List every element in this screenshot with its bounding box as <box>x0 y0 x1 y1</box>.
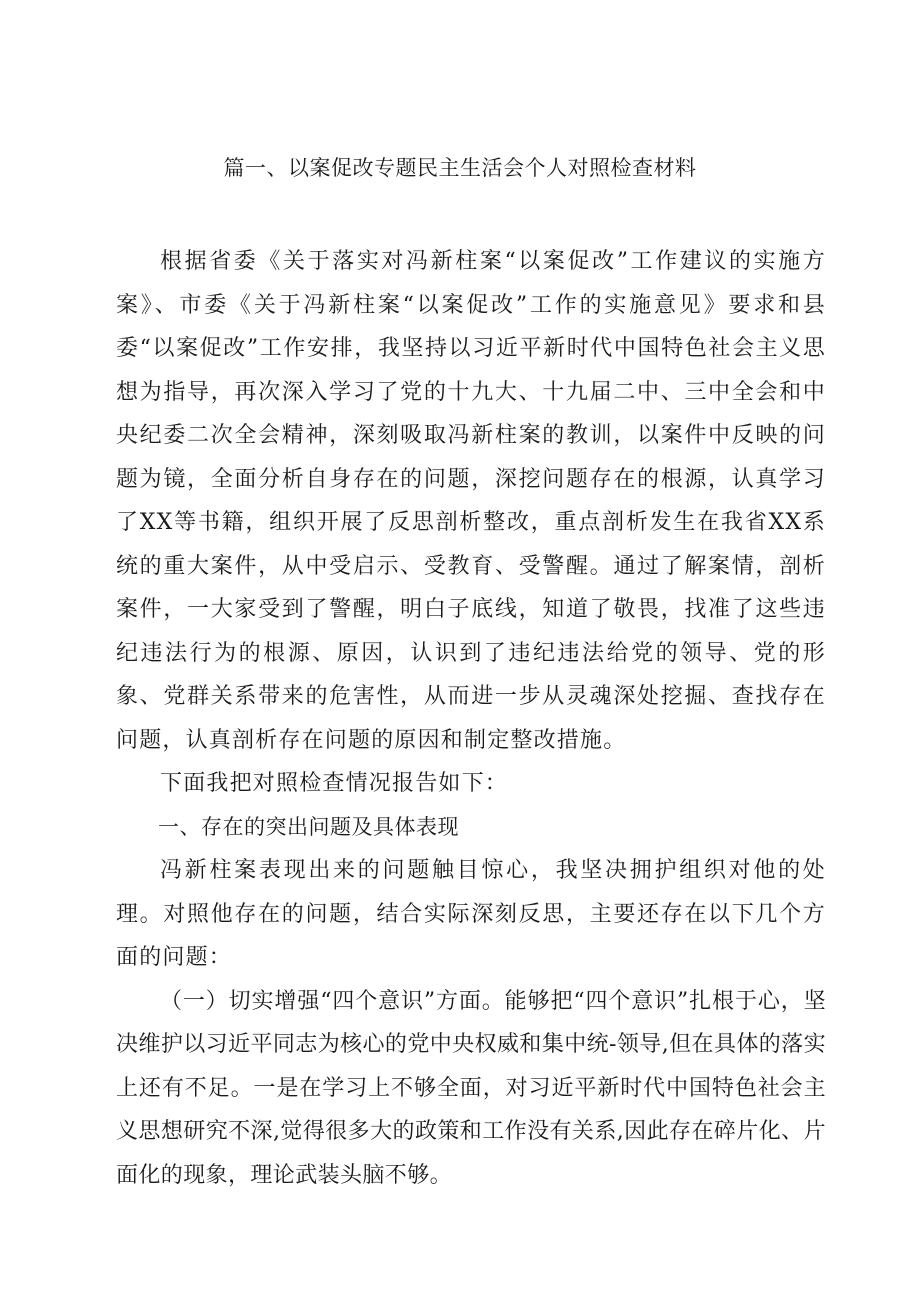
section-heading: 一、存在的突出问题及具体表现 <box>158 814 459 839</box>
report-lead-paragraph: 下面我把对照检查情况报告如下： <box>160 771 509 796</box>
problems-intro-paragraph: 冯新柱案表现出来的问题触目惊心，我坚决拥护组织对他的处理。对照他存在的问题，结合实际深刻反思，主要还存在以下几个方面的问题： <box>116 858 826 970</box>
intro-paragraph: 根据省委《关于落实对冯新柱案“以案促改”工作建议的实施方案》、市委《关于冯新柱案“以案促改”工作的实施意见》要求和县委“以案促改”工作安排，我坚持以习近平新时代中国特色社会主义思想为指导，再次深入学习了党的十九大、十九届二中、三中全会和中央纪委二次全会精神，深刻吸取冯新柱案的教训，以案件中反映的问题为镜，全面分析自身存在的问题，深挖问题存在的根源，认真学习了XX等书籍，组织开展了反思剖析整改，重点剖析发生在我省XX系统的重大案件，从中受启示、受教育、受警醒。通过了解案情，剖析案件，一大家受到了警醒，明白子底线，知道了敬畏，找准了这些违纪违法行为的根源、原因，认识到了违纪违法给党的领导、党的形象、党群关系带来的危害性，从而进一步从灵魂深处挖掘、查找存在问题，认真剖析存在问题的原因和制定整改措施。 <box>116 249 826 753</box>
document-title: 篇一、以案促改专题民主生活会个人对照检查材料 <box>223 156 697 180</box>
document-body <box>116 240 826 1197</box>
four-consciousness-paragraph: （一）切实增强“四个意识”方面。能够把“四个意识”扎根于心，坚决维护以习近平同志为核心的党中央权威和集中统-领导,但在具体的落实上还有不足。一是在学习上不够全面，对习近平新时代中国特色社会主义思想研究不深,觉得很多大的政策和工作没有关系,因此存在碎片化、片面化的现象，理论武装头脑不够。 <box>116 988 826 1188</box>
